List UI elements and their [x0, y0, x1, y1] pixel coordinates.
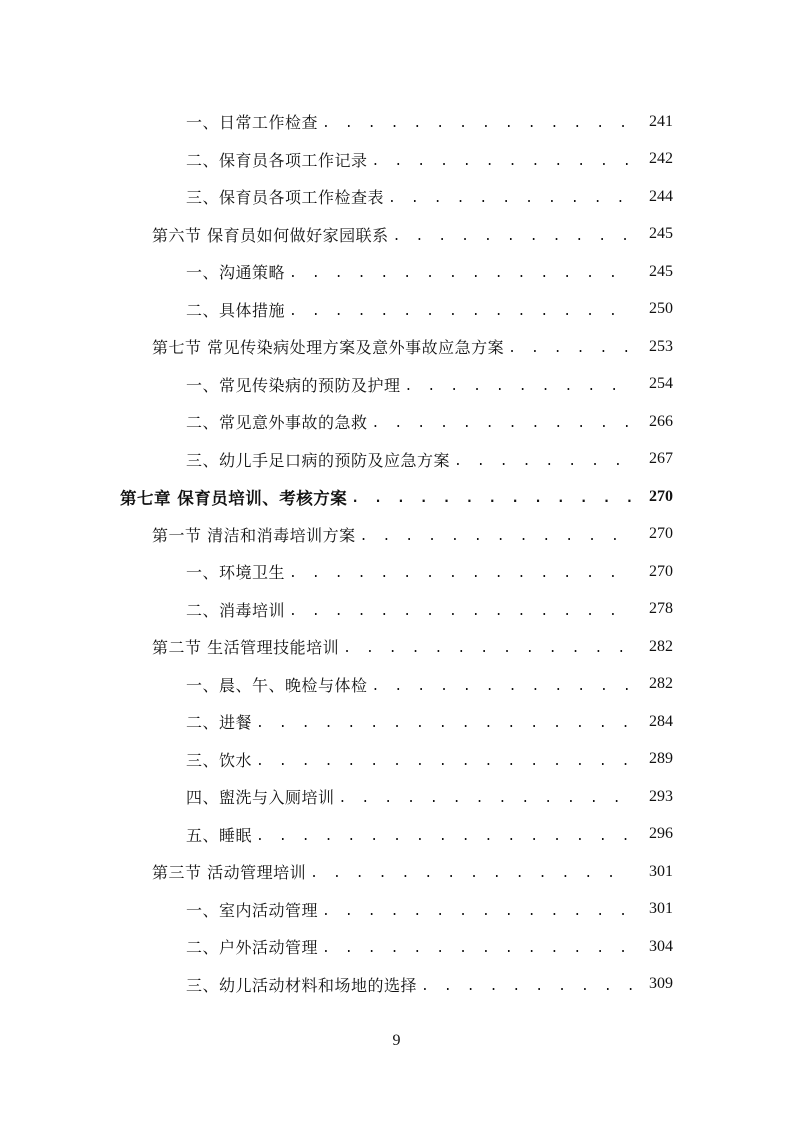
toc-subsection-entry[interactable] — [0, 553, 793, 591]
toc-entry-label: 五、睡眠 — [186, 825, 253, 845]
toc-entry-page: 253 — [649, 337, 673, 355]
toc-subsection-entry[interactable] — [0, 103, 793, 141]
toc-entry-page: 245 — [649, 225, 673, 243]
toc-entry-label: 第七章 保育员培训、考核方案 — [120, 488, 348, 508]
toc-subsection-entry[interactable] — [0, 816, 793, 854]
toc-entry-label: 三、饮水 — [186, 750, 253, 770]
page-number: 9 — [392, 1032, 401, 1049]
toc-entry-page: 278 — [649, 600, 673, 618]
toc-subsection-entry[interactable] — [0, 703, 793, 741]
toc-entry-label: 二、户外活动管理 — [186, 938, 319, 958]
toc-entry-label: 第二节 生活管理技能培训 — [152, 638, 340, 658]
toc-entry-label: 一、晨、午、晚检与体检 — [186, 675, 368, 695]
toc-entry-page: 242 — [649, 150, 673, 168]
toc-dot-leader — [360, 526, 633, 543]
toc-entry-label: 四、盥洗与入厕培训 — [186, 788, 335, 808]
toc-entry-label: 第一节 清洁和消毒培训方案 — [152, 525, 356, 545]
toc-entry-label: 二、具体措施 — [186, 300, 286, 320]
toc-entry-label: 二、进餐 — [186, 713, 253, 733]
toc-subsection-entry[interactable] — [0, 666, 793, 704]
toc-section-entry[interactable] — [0, 328, 793, 366]
toc-entry-page: 301 — [649, 862, 673, 880]
toc-dot-leader — [351, 488, 633, 505]
toc-dot-leader — [289, 263, 633, 280]
toc-subsection-entry[interactable] — [0, 778, 793, 816]
toc-subsection-entry[interactable] — [0, 141, 793, 179]
toc-section-entry[interactable] — [0, 516, 793, 554]
table-of-contents — [0, 103, 793, 1003]
toc-entry-page: 284 — [649, 712, 673, 730]
toc-dot-leader — [322, 938, 633, 955]
toc-entry-label: 二、消毒培训 — [186, 600, 286, 620]
toc-subsection-entry[interactable] — [0, 366, 793, 404]
toc-entry-label: 一、常见传染病的预防及护理 — [186, 375, 401, 395]
toc-entry-label: 三、幼儿手足口病的预防及应急方案 — [186, 450, 451, 470]
toc-entry-label: 第六节 保育员如何做好家园联系 — [152, 225, 389, 245]
toc-entry-page: 289 — [649, 750, 673, 768]
toc-entry-page: 270 — [649, 525, 673, 543]
toc-subsection-entry[interactable] — [0, 291, 793, 329]
toc-entry-page: 282 — [649, 637, 673, 655]
toc-dot-leader — [343, 638, 633, 655]
toc-entry-page: 301 — [649, 900, 673, 918]
toc-entry-page: 250 — [649, 300, 673, 318]
toc-entry-label: 一、室内活动管理 — [186, 900, 319, 920]
toc-dot-leader — [256, 826, 633, 843]
toc-dot-leader — [393, 226, 633, 243]
toc-entry-page: 267 — [649, 450, 673, 468]
toc-dot-leader — [405, 376, 633, 393]
toc-subsection-entry[interactable] — [0, 928, 793, 966]
toc-dot-leader — [372, 676, 633, 693]
toc-section-entry[interactable] — [0, 853, 793, 891]
toc-dot-leader — [322, 113, 633, 130]
toc-section-entry[interactable] — [0, 628, 793, 666]
toc-entry-page: 245 — [649, 262, 673, 280]
toc-entry-page: 296 — [649, 825, 673, 843]
toc-dot-leader — [256, 751, 633, 768]
toc-entry-label: 二、常见意外事故的急救 — [186, 413, 368, 433]
toc-entry-page: 309 — [649, 975, 673, 993]
toc-subsection-entry[interactable] — [0, 403, 793, 441]
toc-entry-label: 二、保育员各项工作记录 — [186, 150, 368, 170]
toc-entry-page: 270 — [649, 487, 673, 505]
toc-dot-leader — [289, 563, 633, 580]
toc-entry-label: 第三节 活动管理培训 — [152, 863, 307, 883]
toc-dot-leader — [289, 301, 633, 318]
toc-entry-page: 266 — [649, 412, 673, 430]
toc-subsection-entry[interactable] — [0, 591, 793, 629]
toc-subsection-entry[interactable] — [0, 741, 793, 779]
toc-subsection-entry[interactable] — [0, 891, 793, 929]
toc-entry-page: 254 — [649, 375, 673, 393]
toc-subsection-entry[interactable] — [0, 441, 793, 479]
toc-entry-label: 第七节 常见传染病处理方案及意外事故应急方案 — [152, 338, 505, 358]
toc-section-entry[interactable] — [0, 216, 793, 254]
toc-entry-label: 一、日常工作检查 — [186, 113, 319, 133]
toc-dot-leader — [421, 976, 633, 993]
toc-subsection-entry[interactable] — [0, 253, 793, 291]
toc-entry-label: 三、幼儿活动材料和场地的选择 — [186, 975, 418, 995]
toc-entry-page: 241 — [649, 112, 673, 130]
toc-entry-label: 三、保育员各项工作检查表 — [186, 188, 385, 208]
toc-dot-leader — [310, 863, 633, 880]
toc-subsection-entry[interactable] — [0, 178, 793, 216]
toc-entry-page: 282 — [649, 675, 673, 693]
toc-dot-leader — [388, 188, 633, 205]
toc-entry-page: 293 — [649, 787, 673, 805]
toc-dot-leader — [508, 338, 633, 355]
toc-entry-page: 244 — [649, 187, 673, 205]
toc-dot-leader — [289, 601, 633, 618]
toc-entry-page: 304 — [649, 937, 673, 955]
toc-dot-leader — [256, 713, 633, 730]
toc-dot-leader — [339, 788, 633, 805]
toc-dot-leader — [454, 451, 633, 468]
toc-entry-label: 一、沟通策略 — [186, 263, 286, 283]
toc-chapter-entry[interactable] — [0, 478, 793, 516]
toc-subsection-entry[interactable] — [0, 966, 793, 1004]
toc-entry-page: 270 — [649, 562, 673, 580]
toc-dot-leader — [372, 151, 633, 168]
toc-dot-leader — [372, 413, 633, 430]
toc-entry-label: 一、环境卫生 — [186, 563, 286, 583]
toc-dot-leader — [322, 901, 633, 918]
